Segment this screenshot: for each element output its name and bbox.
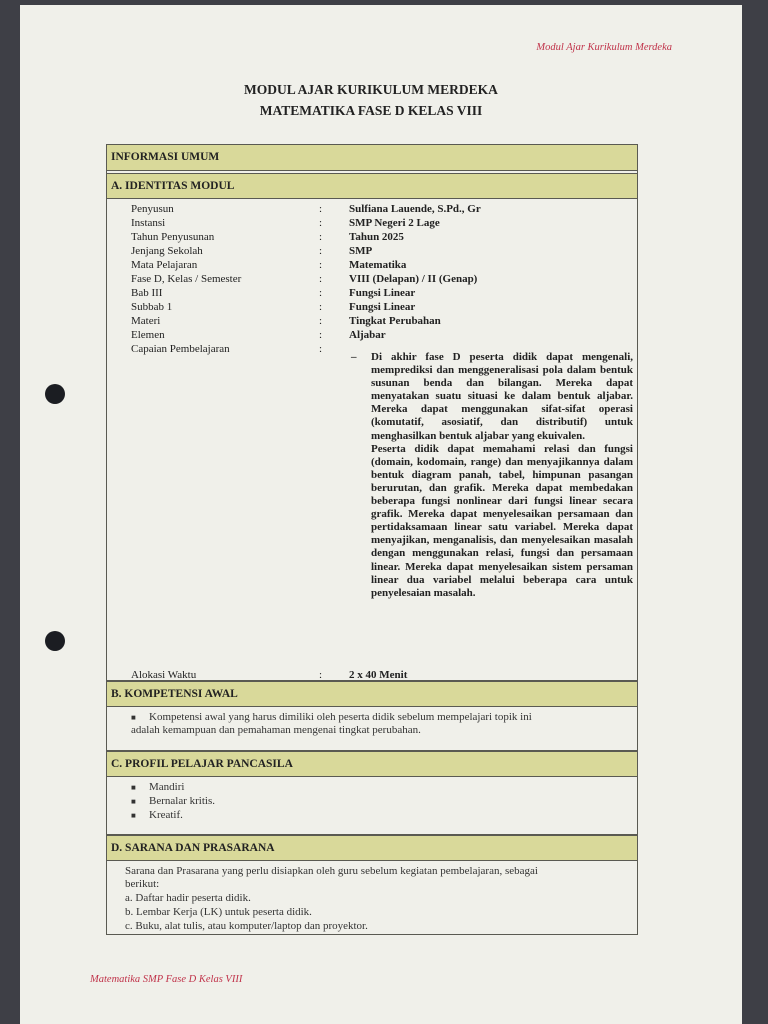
label-instansi: Instansi xyxy=(131,217,166,229)
kompetensi-line2: adalah kemampuan dan pemahaman mengenai tingkat perubahan. xyxy=(131,724,421,736)
punch-hole-bottom xyxy=(45,631,65,651)
value-mapel: Matematika xyxy=(349,259,407,271)
colon: : xyxy=(319,669,323,681)
value-bab: Fungsi Linear xyxy=(349,287,416,299)
label-materi: Materi xyxy=(131,315,161,327)
bullet-icon: ■ xyxy=(131,797,136,806)
label-bab: Bab III xyxy=(131,287,163,299)
value-fase: VIII (Delapan) / II (Genap) xyxy=(349,273,478,285)
profil-item xyxy=(131,809,183,822)
profil-item-3: Kreatif. xyxy=(149,809,183,821)
profil-box xyxy=(106,751,638,835)
profil-item xyxy=(131,781,185,794)
header-note: Modul Ajar Kurikulum Merdeka xyxy=(536,42,672,53)
sarana-box xyxy=(106,835,638,935)
identitas-box xyxy=(106,144,638,681)
label-capaian: Capaian Pembelajaran xyxy=(131,343,230,355)
colon: : xyxy=(319,343,323,355)
kompetensi-line1: Kompetensi awal yang harus dimiliki oleh peserta didik sebelum mempelajari topik ini xyxy=(149,711,532,723)
colon: : xyxy=(319,329,323,341)
label-tahun: Tahun Penyusunan xyxy=(131,231,215,243)
bullet-icon: ■ xyxy=(131,811,136,820)
capaian-paragraph-2: Peserta didik dapat memahami relasi dan fungsi (domain, kodomain, range) dan menyajikannya dalam bentuk diagram panah, tabel, himpunan pasangan berurutan, dan grafik. Mereka dapat membedakan beberapa fungsi nonlinear dari fungsi linear secara grafik. Mereka dapat menyelesaikan persamaan dan pertidaksamaan linear satu variabel. Mereka dapat menyajikan, menganalisis, dan menyelesaikan masalah dengan menggunakan relasi, fungsi dan persamaan linear. Mereka dapat menyelesaikan sistem persaman linear dua variabel melalui beberapa cara untuk penyelesaian masalah. xyxy=(371,442,633,599)
capaian-dash: – xyxy=(351,351,357,363)
label-jenjang: Jenjang Sekolah xyxy=(131,245,203,257)
colon: : xyxy=(319,203,323,215)
profil-item-2: Bernalar kritis. xyxy=(149,795,215,807)
document-title-line1: MODUL AJAR KURIKULUM MERDEKA xyxy=(244,82,498,97)
colon: : xyxy=(319,245,323,257)
label-fase: Fase D, Kelas / Semester xyxy=(131,273,242,285)
informasi-umum-heading: INFORMASI UMUM xyxy=(107,145,637,171)
capaian-paragraph-1: Di akhir fase D peserta didik dapat mengenali, memprediksi dan menggeneralisasi pola dalam bentuk susunan benda dan bilangan. Mereka dapat menyatakan suatu situasi ke dalam bentuk aljabar. Mereka dapat menggunakan sifat-sifat operasi (komutatif, asosiatif, dan distributif) untuk menghasilkan bentuk aljabar yang ekuivalen. xyxy=(371,351,633,442)
punch-hole-top xyxy=(45,384,65,404)
label-subbab: Subbab 1 xyxy=(131,301,173,313)
sarana-intro-line1: Sarana dan Prasarana yang perlu disiapkan oleh guru sebelum kegiatan pembelajaran, sebagai xyxy=(125,865,538,877)
colon: : xyxy=(319,273,323,285)
bullet-icon: ■ xyxy=(131,783,136,792)
value-instansi: SMP Negeri 2 Lage xyxy=(349,217,440,229)
colon: : xyxy=(319,259,323,271)
sarana-item-c: c. Buku, alat tulis, atau komputer/laptop dan proyektor. xyxy=(125,920,368,932)
value-materi: Tingkat Perubahan xyxy=(349,315,441,327)
colon: : xyxy=(319,217,323,229)
value-penyusun: Sulfiana Lauende, S.Pd., Gr xyxy=(349,203,481,215)
value-subbab: Fungsi Linear xyxy=(349,301,416,313)
sarana-intro-line2: berikut: xyxy=(125,878,160,890)
value-jenjang: SMP xyxy=(349,245,373,257)
profil-item-1: Mandiri xyxy=(149,781,185,793)
kompetensi-heading: B. KOMPETENSI AWAL xyxy=(107,681,637,707)
colon: : xyxy=(319,315,323,327)
sarana-heading: D. SARANA DAN PRASARANA xyxy=(107,835,637,861)
document-title-line2: MATEMATIKA FASE D KELAS VIII xyxy=(259,103,483,118)
capaian-pembelajaran-text xyxy=(351,351,633,600)
kompetensi-text xyxy=(131,711,532,737)
value-tahun: Tahun 2025 xyxy=(349,231,404,243)
sarana-item-a: a. Daftar hadir peserta didik. xyxy=(125,892,251,904)
label-alokasi: Alokasi Waktu xyxy=(131,669,197,681)
bullet-icon: ■ xyxy=(131,713,136,722)
identitas-heading: A. IDENTITAS MODUL xyxy=(107,173,637,199)
label-penyusun: Penyusun xyxy=(131,203,174,215)
footer-note: Matematika SMP Fase D Kelas VIII xyxy=(90,974,243,985)
value-alokasi: 2 x 40 Menit xyxy=(349,669,408,681)
colon: : xyxy=(319,287,323,299)
profil-heading: C. PROFIL PELAJAR PANCASILA xyxy=(107,751,637,777)
kompetensi-box xyxy=(106,681,638,751)
label-mapel: Mata Pelajaran xyxy=(131,259,198,271)
value-elemen: Aljabar xyxy=(349,329,386,341)
colon: : xyxy=(319,301,323,313)
label-elemen: Elemen xyxy=(131,329,165,341)
colon: : xyxy=(319,231,323,243)
sarana-item-b: b. Lembar Kerja (LK) untuk peserta didik. xyxy=(125,906,312,918)
profil-item xyxy=(131,795,215,808)
